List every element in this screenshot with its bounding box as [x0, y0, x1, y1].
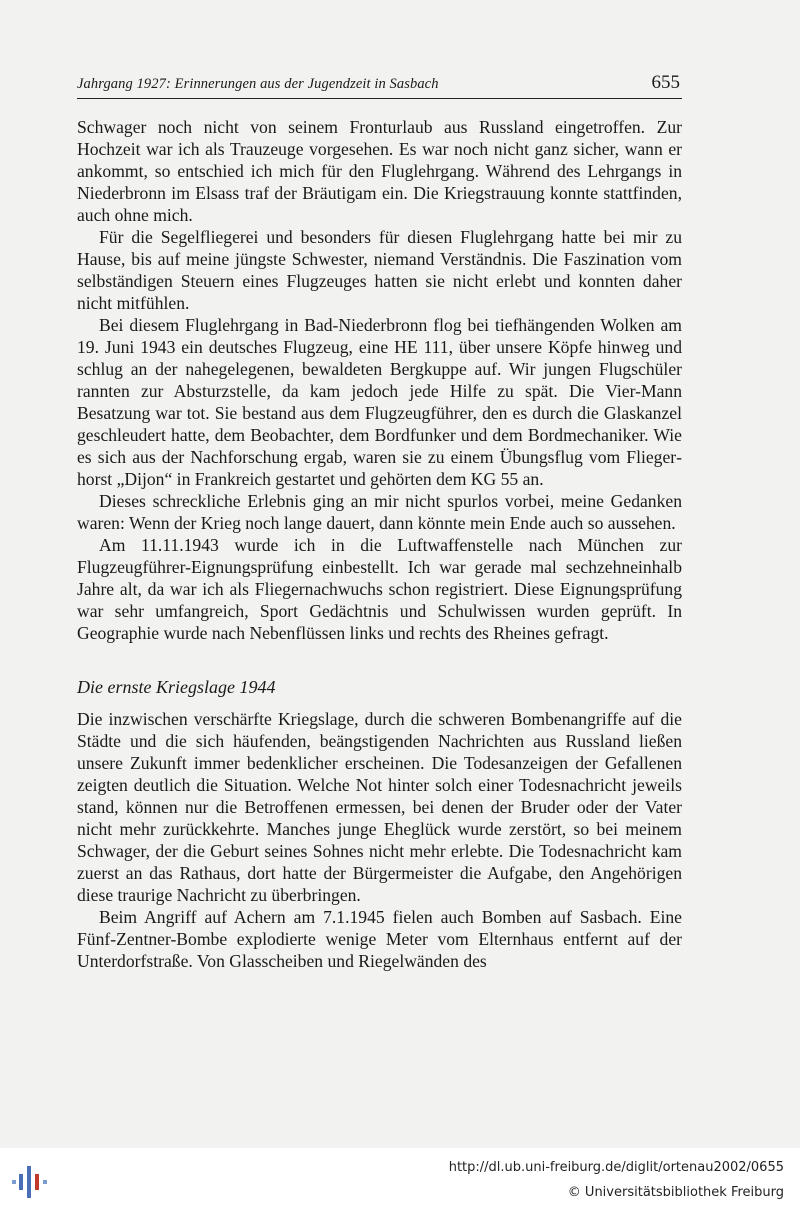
paragraph: Bei diesem Fluglehrgang in Bad-Niederbronn flog bei tiefhängenden Wolken am 19. Juni 1943 ein deutsches Flugzeug, eine HE 111, über unsere Köpfe hinweg und schlug an der nahegelegenen, bewaldeten Bergkuppe auf. Wir jungen Flugschüler rannten zur Absturzstelle, da kam jedoch jede Hilfe zu spät. Die Vier-Mann Besatzung war tot. Sie bestand aus dem Flugzeugführer, den es durch die Glaskanzel geschleudert hatte, dem Beobachter, dem Bordfunker und dem Bordmechaniker. Wie es sich aus der Nachforschung ergab, waren sie zu einem Übungsflug vom Fliegerhorst „Dijon“ in Frankreich gestartet und gehörten dem KG 55 an. [77, 315, 682, 489]
logo-bar [12, 1180, 16, 1184]
paragraph: Am 11.11.1943 wurde ich in die Luftwaffenstelle nach München zur Flugzeugführer-Eignungsprüfung einbestellt. Ich war gerade mal sechzehneinhalb Jahre alt, da war ich als Fliegernachwuchs schon registriert. Diese Eignungsprüfung war sehr umfangreich, Sport Gedächtnis und Schulwissen wurden geprüft. In Geographie wurde nach Nebenflüssen links und rechts des Rheines gefragt. [77, 535, 682, 643]
logo-bar [27, 1166, 31, 1198]
paragraph: Für die Segelfliegerei und besonders für diesen Fluglehrgang hatte bei mir zu Hause, bis auf meine jüngste Schwester, niemand Verständnis. Die Faszination vom selbständigen Steuern eines Flugzeuges hatten sie nicht erlebt und konnten daher nicht mitfühlen. [77, 227, 682, 313]
paragraph: Schwager noch nicht von seinem Fronturlaub aus Russland eingetroffen. Zur Hochzeit war ich als Trauzeuge vorgesehen. Es war noch nicht ganz sicher, wann er ankommt, so entschied ich mich für den Fluglehrgang. Während des Lehrgangs in Niederbronn im Elsass traf der Bräutigam ein. Die Kriegstrauung konnte stattfinden, auch ohne mich. [77, 117, 682, 225]
paragraph: Dieses schreckliche Erlebnis ging an mir nicht spurlos vorbei, meine Gedanken waren: Wenn der Krieg noch lange dauert, dann könnte mein Ende auch so aussehen. [77, 491, 682, 533]
logo-bar [19, 1174, 23, 1190]
page-number: 655 [651, 72, 680, 93]
running-header [77, 72, 682, 99]
footer-bar [0, 1148, 800, 1212]
logo-bar [43, 1180, 47, 1184]
copyright-text: © Universitätsbibliothek Freiburg [567, 1185, 784, 1200]
body-text [77, 116, 682, 972]
ub-freiburg-logo-icon [10, 1164, 52, 1200]
source-url[interactable]: http://dl.ub.uni-freiburg.de/diglit/ortenau2002/0655 [448, 1160, 784, 1175]
logo-bar [35, 1174, 39, 1190]
section-heading: Die ernste Kriegslage 1944 [77, 677, 276, 697]
running-title: Jahrgang 1927: Erinnerungen aus der Jugendzeit in Sasbach [77, 76, 439, 92]
paragraph: Beim Angriff auf Achern am 7.1.1945 fielen auch Bomben auf Sasbach. Eine Fünf-Zentner-Bombe explodierte wenige Meter vom Elternhaus entfernt auf der Unterdorfstraße. Von Glasscheiben und Riegelwänden des [77, 907, 682, 971]
paragraph: Die inzwischen verschärfte Kriegslage, durch die schweren Bombenangriffe auf die Städte und die sich häufenden, beängstigenden Nachrichten aus Russland ließen unsere Zukunft immer bedenklicher erscheinen. Die Todesanzeigen der Gefallenen zeigten deutlich die Situation. Welche Not hinter solch einer Todesnachricht jeweils stand, können nur die Betroffenen ermessen, bei denen der Bruder oder der Vater nicht mehr zurückkehrte. Manches junge Eheglück wurde zerstört, so bei meinem Schwager, der die Geburt seines Sohnes nicht mehr erlebte. Die Todesnachricht kam zuerst an das Rathaus, dort hatte der Bürgermeister die Aufgabe, den Angehörigen diese traurige Nachricht zu überbringen. [77, 709, 682, 905]
